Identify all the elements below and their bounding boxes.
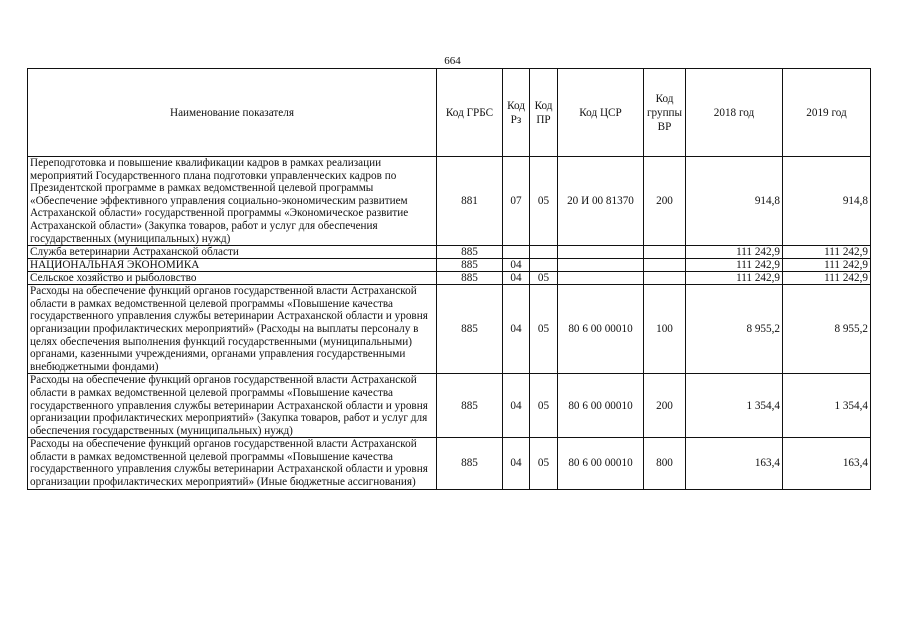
cell-pr	[530, 259, 558, 272]
cell-csr: 80 6 00 00010	[558, 438, 644, 489]
cell-rz: 04	[503, 438, 530, 489]
cell-rz: 07	[503, 157, 530, 246]
cell-grbs: 885	[437, 285, 503, 374]
cell-name: НАЦИОНАЛЬНАЯ ЭКОНОМИКА	[28, 259, 437, 272]
cell-csr	[558, 272, 644, 285]
cell-rz: 04	[503, 272, 530, 285]
budget-table	[27, 68, 871, 490]
cell-2018: 914,8	[686, 157, 783, 246]
cell-2018: 111 242,9	[686, 272, 783, 285]
header-vr: Код группы ВР	[644, 69, 686, 157]
cell-rz: 04	[503, 259, 530, 272]
table-row	[28, 374, 871, 438]
table-row	[28, 272, 871, 285]
cell-vr	[644, 272, 686, 285]
cell-name: Расходы на обеспечение функций органов государственной власти Астраханской области в рамках ведомственной целевой программы «Повышение качества государственного управления службы ветеринарии Астраханской области и уровня организации профилактических мероприятий» (Закупка товаров, работ и услуг для обеспечения государственных (муниципальных) нужд)	[28, 374, 437, 438]
cell-2019: 111 242,9	[783, 259, 871, 272]
cell-2019: 111 242,9	[783, 246, 871, 259]
table-header	[28, 69, 871, 157]
table-row	[28, 246, 871, 259]
cell-pr: 05	[530, 272, 558, 285]
header-grbs: Код ГРБС	[437, 69, 503, 157]
cell-csr: 80 6 00 00010	[558, 374, 644, 438]
cell-vr: 100	[644, 285, 686, 374]
cell-2019: 163,4	[783, 438, 871, 489]
cell-2018: 1 354,4	[686, 374, 783, 438]
header-2018: 2018 год	[686, 69, 783, 157]
cell-rz: 04	[503, 285, 530, 374]
header-rz: Код Рз	[503, 69, 530, 157]
cell-2018: 8 955,2	[686, 285, 783, 374]
cell-name: Расходы на обеспечение функций органов государственной власти Астраханской области в рамках ведомственной целевой программы «Повышение качества государственного управления службы ветеринарии Астраханской области и уровня организации профилактических мероприятий» (Расходы на выплаты персоналу в целях обеспечения выполнения функций государственными (муниципальными) органами, казенными учреждениями, органами управления государственными внебюджетными фондами)	[28, 285, 437, 374]
cell-rz: 04	[503, 374, 530, 438]
table-row	[28, 157, 871, 246]
cell-pr: 05	[530, 157, 558, 246]
cell-name: Переподготовка и повышение квалификации кадров в рамках реализации мероприятий Государственного плана подготовки управленческих кадров по Президентской программе в рамках ведомственной целевой программы «Обеспечение эффективного управления социально-экономическим развитием Астраханской области» государственной программы «Экономическое развитие Астраханской области» (Закупка товаров, работ и услуг для обеспечения государственных (муниципальных) нужд)	[28, 157, 437, 246]
table-row	[28, 259, 871, 272]
cell-pr: 05	[530, 285, 558, 374]
cell-name: Сельское хозяйство и рыболовство	[28, 272, 437, 285]
page-number: 664	[444, 55, 461, 67]
cell-2018: 111 242,9	[686, 259, 783, 272]
cell-2018: 111 242,9	[686, 246, 783, 259]
cell-2019: 1 354,4	[783, 374, 871, 438]
cell-vr: 800	[644, 438, 686, 489]
cell-csr: 80 6 00 00010	[558, 285, 644, 374]
cell-grbs: 885	[437, 246, 503, 259]
cell-pr	[530, 246, 558, 259]
cell-grbs: 885	[437, 438, 503, 489]
cell-grbs: 881	[437, 157, 503, 246]
header-csr: Код ЦСР	[558, 69, 644, 157]
cell-rz	[503, 246, 530, 259]
cell-vr: 200	[644, 374, 686, 438]
cell-csr	[558, 246, 644, 259]
cell-grbs: 885	[437, 374, 503, 438]
cell-pr: 05	[530, 438, 558, 489]
cell-2019: 8 955,2	[783, 285, 871, 374]
cell-grbs: 885	[437, 272, 503, 285]
cell-name: Расходы на обеспечение функций органов государственной власти Астраханской области в рамках ведомственной целевой программы «Повышение качества государственного управления службы ветеринарии Астраханской области и уровня организации профилактических мероприятий» (Иные бюджетные ассигнования)	[28, 438, 437, 489]
table-body	[28, 157, 871, 490]
header-2019: 2019 год	[783, 69, 871, 157]
cell-vr	[644, 259, 686, 272]
cell-grbs: 885	[437, 259, 503, 272]
cell-csr	[558, 259, 644, 272]
cell-name: Служба ветеринарии Астраханской области	[28, 246, 437, 259]
cell-vr: 200	[644, 157, 686, 246]
table-row	[28, 285, 871, 374]
cell-pr: 05	[530, 374, 558, 438]
cell-2018: 163,4	[686, 438, 783, 489]
cell-csr: 20 И 00 81370	[558, 157, 644, 246]
cell-2019: 111 242,9	[783, 272, 871, 285]
table-row	[28, 438, 871, 489]
cell-vr	[644, 246, 686, 259]
cell-2019: 914,8	[783, 157, 871, 246]
header-row	[28, 69, 871, 157]
header-name: Наименование показателя	[28, 69, 437, 157]
header-pr: Код ПР	[530, 69, 558, 157]
